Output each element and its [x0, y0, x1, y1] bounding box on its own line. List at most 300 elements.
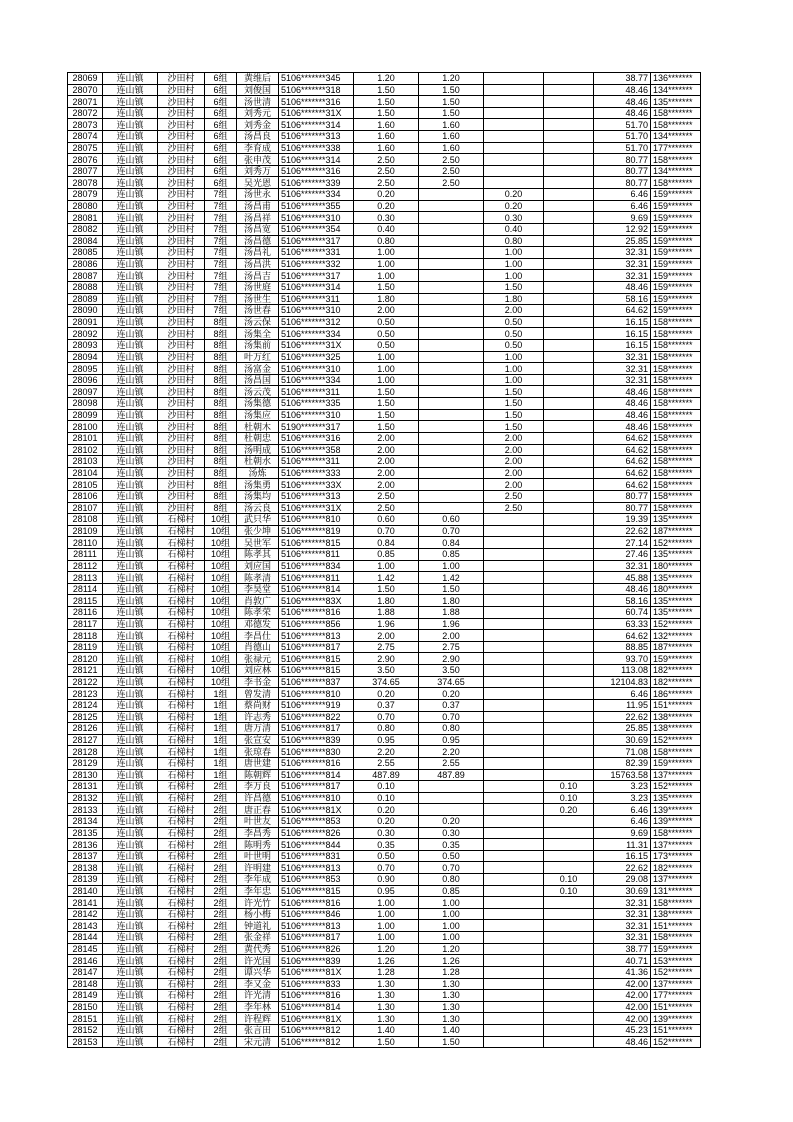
name-cell: 刘秀金 [237, 119, 279, 131]
phone-cell: 159******* [651, 270, 701, 282]
id-number-cell: 5106*******313 [279, 490, 354, 502]
area-col-c-cell [544, 316, 594, 328]
area-col-a-cell [419, 328, 484, 340]
village-cell: 沙田村 [158, 398, 205, 410]
table-row [68, 595, 701, 607]
group-cell: 10组 [205, 676, 237, 688]
village-cell: 石梯村 [158, 595, 205, 607]
town-cell: 连山镇 [103, 84, 158, 96]
town-cell: 连山镇 [103, 595, 158, 607]
phone-cell: 159******* [651, 757, 701, 769]
total-area-cell: 1.50 [354, 1036, 419, 1048]
amount-cell: 64.62 [594, 305, 651, 317]
id-number-cell: 5106*******817 [279, 723, 354, 735]
village-cell: 沙田村 [158, 142, 205, 154]
area-col-c-cell [544, 305, 594, 317]
amount-cell: 38.77 [594, 943, 651, 955]
area-col-b-cell [484, 955, 544, 967]
total-area-cell: 1.40 [354, 1024, 419, 1036]
table-row [68, 73, 701, 85]
amount-cell: 48.46 [594, 386, 651, 398]
name-cell: 钟道礼 [237, 920, 279, 932]
total-area-cell: 0.20 [354, 189, 419, 201]
id-number-cell: 5106*******81X [279, 1013, 354, 1025]
village-cell: 石梯村 [158, 560, 205, 572]
amount-cell: 64.62 [594, 432, 651, 444]
total-area-cell: 1.00 [354, 351, 419, 363]
table-row [68, 96, 701, 108]
table-row [68, 305, 701, 317]
total-area-cell: 374.65 [354, 676, 419, 688]
row-number: 28143 [68, 920, 103, 932]
village-cell: 石梯村 [158, 932, 205, 944]
village-cell: 沙田村 [158, 73, 205, 85]
amount-cell: 9.69 [594, 212, 651, 224]
name-cell: 吴世军 [237, 537, 279, 549]
group-cell: 8组 [205, 467, 237, 479]
row-number: 28137 [68, 850, 103, 862]
table-row [68, 258, 701, 270]
area-col-b-cell [484, 688, 544, 700]
id-number-cell: 5106*******311 [279, 293, 354, 305]
phone-cell: 158******* [651, 119, 701, 131]
total-area-cell: 1.00 [354, 363, 419, 375]
town-cell: 连山镇 [103, 792, 158, 804]
group-cell: 10组 [205, 653, 237, 665]
area-col-a-cell: 3.50 [419, 665, 484, 677]
total-area-cell: 0.20 [354, 688, 419, 700]
row-number: 28133 [68, 804, 103, 816]
table-row [68, 154, 701, 166]
area-col-a-cell: 1.88 [419, 607, 484, 619]
row-number: 28093 [68, 340, 103, 352]
table-row [68, 955, 701, 967]
phone-cell: 135******* [651, 607, 701, 619]
area-col-a-cell: 2.50 [419, 154, 484, 166]
town-cell: 连山镇 [103, 920, 158, 932]
area-col-a-cell: 1.28 [419, 966, 484, 978]
name-cell: 刘秀元 [237, 107, 279, 119]
area-col-c-cell [544, 328, 594, 340]
table-row [68, 223, 701, 235]
total-area-cell: 2.50 [354, 165, 419, 177]
town-cell: 连山镇 [103, 572, 158, 584]
phone-cell: 137******* [651, 874, 701, 886]
village-cell: 石梯村 [158, 583, 205, 595]
area-col-c-cell [544, 386, 594, 398]
town-cell: 连山镇 [103, 769, 158, 781]
area-col-c-cell [544, 409, 594, 421]
area-col-b-cell: 1.00 [484, 258, 544, 270]
area-col-c-cell [544, 421, 594, 433]
amount-cell: 48.46 [594, 96, 651, 108]
amount-cell: 80.77 [594, 154, 651, 166]
row-number: 28074 [68, 131, 103, 143]
phone-cell: 158******* [651, 932, 701, 944]
area-col-b-cell: 2.00 [484, 444, 544, 456]
area-col-a-cell [419, 421, 484, 433]
id-number-cell: 5106*******817 [279, 641, 354, 653]
area-col-b-cell: 0.80 [484, 235, 544, 247]
area-col-a-cell: 0.80 [419, 874, 484, 886]
id-number-cell: 5106*******310 [279, 363, 354, 375]
row-number: 28091 [68, 316, 103, 328]
area-col-b-cell [484, 607, 544, 619]
amount-cell: 22.62 [594, 862, 651, 874]
area-col-c-cell [544, 247, 594, 259]
area-col-b-cell [484, 177, 544, 189]
row-number: 28112 [68, 560, 103, 572]
phone-cell: 158******* [651, 409, 701, 421]
area-col-c-cell [544, 258, 594, 270]
row-number: 28089 [68, 293, 103, 305]
amount-cell: 58.16 [594, 293, 651, 305]
area-col-b-cell: 0.50 [484, 340, 544, 352]
name-cell: 张言田 [237, 1024, 279, 1036]
area-col-b-cell [484, 676, 544, 688]
town-cell: 连山镇 [103, 212, 158, 224]
town-cell: 连山镇 [103, 874, 158, 886]
name-cell: 叶万红 [237, 351, 279, 363]
area-col-a-cell [419, 235, 484, 247]
area-col-b-cell: 2.00 [484, 456, 544, 468]
area-col-c-cell [544, 572, 594, 584]
row-number: 28110 [68, 537, 103, 549]
row-number: 28135 [68, 827, 103, 839]
total-area-cell: 1.30 [354, 978, 419, 990]
area-col-a-cell [419, 305, 484, 317]
area-col-b-cell [484, 583, 544, 595]
name-cell: 唐世建 [237, 757, 279, 769]
town-cell: 连山镇 [103, 444, 158, 456]
area-col-a-cell [419, 398, 484, 410]
area-col-c-cell [544, 897, 594, 909]
town-cell: 连山镇 [103, 676, 158, 688]
phone-cell: 158******* [651, 456, 701, 468]
row-number: 28128 [68, 746, 103, 758]
area-col-a-cell: 1.60 [419, 119, 484, 131]
village-cell: 石梯村 [158, 688, 205, 700]
group-cell: 2组 [205, 978, 237, 990]
area-col-c-cell [544, 734, 594, 746]
total-area-cell: 0.50 [354, 316, 419, 328]
id-number-cell: 5106*******816 [279, 990, 354, 1002]
group-cell: 6组 [205, 165, 237, 177]
row-number: 28152 [68, 1024, 103, 1036]
area-col-c-cell [544, 154, 594, 166]
area-col-b-cell [484, 665, 544, 677]
village-cell: 石梯村 [158, 665, 205, 677]
area-col-a-cell: 0.95 [419, 734, 484, 746]
total-area-cell: 0.85 [354, 548, 419, 560]
phone-cell: 152******* [651, 537, 701, 549]
area-col-b-cell [484, 630, 544, 642]
area-col-a-cell: 2.50 [419, 165, 484, 177]
total-area-cell: 0.20 [354, 804, 419, 816]
village-cell: 石梯村 [158, 514, 205, 526]
name-cell: 唐万清 [237, 723, 279, 735]
area-col-a-cell [419, 200, 484, 212]
phone-cell: 152******* [651, 734, 701, 746]
group-cell: 7组 [205, 189, 237, 201]
total-area-cell: 1.30 [354, 1013, 419, 1025]
row-number: 28097 [68, 386, 103, 398]
row-number: 28115 [68, 595, 103, 607]
amount-cell: 12104.83 [594, 676, 651, 688]
name-cell: 汤集前 [237, 340, 279, 352]
village-cell: 沙田村 [158, 316, 205, 328]
group-cell: 8组 [205, 456, 237, 468]
amount-cell: 93.70 [594, 653, 651, 665]
amount-cell: 6.46 [594, 816, 651, 828]
id-number-cell: 5106*******339 [279, 177, 354, 189]
total-area-cell: 1.50 [354, 398, 419, 410]
id-number-cell: 5106*******816 [279, 897, 354, 909]
total-area-cell: 1.00 [354, 374, 419, 386]
village-cell: 沙田村 [158, 177, 205, 189]
phone-cell: 137******* [651, 978, 701, 990]
total-area-cell: 1.96 [354, 618, 419, 630]
area-col-b-cell: 1.00 [484, 374, 544, 386]
area-col-a-cell: 0.35 [419, 839, 484, 851]
row-number: 28138 [68, 862, 103, 874]
name-cell: 刘应国 [237, 560, 279, 572]
area-col-a-cell: 1.96 [419, 618, 484, 630]
name-cell: 汤炼 [237, 467, 279, 479]
row-number: 28145 [68, 943, 103, 955]
town-cell: 连山镇 [103, 1024, 158, 1036]
amount-cell: 32.31 [594, 363, 651, 375]
town-cell: 连山镇 [103, 200, 158, 212]
town-cell: 连山镇 [103, 607, 158, 619]
village-cell: 石梯村 [158, 978, 205, 990]
area-col-c-cell [544, 665, 594, 677]
table-row [68, 293, 701, 305]
area-col-c-cell [544, 107, 594, 119]
phone-cell: 159******* [651, 200, 701, 212]
table-row [68, 850, 701, 862]
area-col-b-cell [484, 897, 544, 909]
id-number-cell: 5106*******839 [279, 955, 354, 967]
town-cell: 连山镇 [103, 73, 158, 85]
group-cell: 8组 [205, 316, 237, 328]
row-number: 28119 [68, 641, 103, 653]
amount-cell: 51.70 [594, 131, 651, 143]
id-number-cell: 5106*******316 [279, 165, 354, 177]
row-number: 28122 [68, 676, 103, 688]
total-area-cell: 0.37 [354, 699, 419, 711]
amount-cell: 80.77 [594, 490, 651, 502]
phone-cell: 159******* [651, 189, 701, 201]
area-col-b-cell: 0.20 [484, 200, 544, 212]
area-col-c-cell [544, 711, 594, 723]
area-col-c-cell [544, 978, 594, 990]
total-area-cell: 2.00 [354, 432, 419, 444]
amount-cell: 30.69 [594, 734, 651, 746]
town-cell: 连山镇 [103, 96, 158, 108]
row-number: 28141 [68, 897, 103, 909]
id-number-cell: 5106*******816 [279, 757, 354, 769]
phone-cell: 158******* [651, 328, 701, 340]
amount-cell: 48.46 [594, 421, 651, 433]
total-area-cell: 0.60 [354, 514, 419, 526]
id-number-cell: 5106*******333 [279, 467, 354, 479]
town-cell: 连山镇 [103, 305, 158, 317]
table-row [68, 525, 701, 537]
amount-cell: 48.46 [594, 84, 651, 96]
phone-cell: 151******* [651, 699, 701, 711]
area-col-b-cell [484, 548, 544, 560]
group-cell: 2组 [205, 874, 237, 886]
row-number: 28094 [68, 351, 103, 363]
village-cell: 沙田村 [158, 165, 205, 177]
table-row [68, 920, 701, 932]
group-cell: 10组 [205, 560, 237, 572]
amount-cell: 42.00 [594, 978, 651, 990]
table-row [68, 177, 701, 189]
name-cell: 陈朝辉 [237, 769, 279, 781]
id-number-cell: 5106*******833 [279, 978, 354, 990]
table-row [68, 432, 701, 444]
area-col-c-cell [544, 293, 594, 305]
row-number: 28149 [68, 990, 103, 1002]
row-number: 28092 [68, 328, 103, 340]
table-row [68, 340, 701, 352]
name-cell: 武只华 [237, 514, 279, 526]
phone-cell: 131******* [651, 885, 701, 897]
area-col-c-cell [544, 943, 594, 955]
group-cell: 8组 [205, 363, 237, 375]
row-number: 28114 [68, 583, 103, 595]
table-row [68, 421, 701, 433]
area-col-b-cell: 1.80 [484, 293, 544, 305]
area-col-b-cell: 0.20 [484, 189, 544, 201]
group-cell: 10组 [205, 514, 237, 526]
area-col-c-cell [544, 1013, 594, 1025]
town-cell: 连山镇 [103, 525, 158, 537]
id-number-cell: 5106*******311 [279, 456, 354, 468]
table-row [68, 630, 701, 642]
total-area-cell: 2.00 [354, 305, 419, 317]
area-col-a-cell: 487.89 [419, 769, 484, 781]
total-area-cell: 1.80 [354, 595, 419, 607]
amount-cell: 32.31 [594, 897, 651, 909]
row-number: 28150 [68, 1001, 103, 1013]
row-number: 28069 [68, 73, 103, 85]
total-area-cell: 1.30 [354, 990, 419, 1002]
phone-cell: 159******* [651, 223, 701, 235]
row-number: 28096 [68, 374, 103, 386]
area-col-c-cell [544, 688, 594, 700]
village-cell: 沙田村 [158, 467, 205, 479]
village-cell: 沙田村 [158, 386, 205, 398]
amount-cell: 29.08 [594, 874, 651, 886]
table-row [68, 386, 701, 398]
group-cell: 6组 [205, 119, 237, 131]
area-col-a-cell: 0.30 [419, 827, 484, 839]
group-cell: 1组 [205, 723, 237, 735]
phone-cell: 152******* [651, 618, 701, 630]
amount-cell: 16.15 [594, 340, 651, 352]
amount-cell: 64.62 [594, 456, 651, 468]
area-col-b-cell [484, 850, 544, 862]
row-number: 28073 [68, 119, 103, 131]
id-number-cell: 5106*******814 [279, 583, 354, 595]
id-number-cell: 5106*******811 [279, 572, 354, 584]
area-col-a-cell [419, 374, 484, 386]
area-col-b-cell: 1.00 [484, 351, 544, 363]
village-cell: 石梯村 [158, 572, 205, 584]
total-area-cell: 2.50 [354, 490, 419, 502]
phone-cell: 158******* [651, 432, 701, 444]
amount-cell: 48.46 [594, 281, 651, 293]
village-cell: 沙田村 [158, 235, 205, 247]
id-number-cell: 5106*******817 [279, 781, 354, 793]
area-col-c-cell [544, 595, 594, 607]
row-number: 28095 [68, 363, 103, 375]
total-area-cell: 1.00 [354, 932, 419, 944]
area-col-a-cell [419, 351, 484, 363]
id-number-cell: 5106*******826 [279, 827, 354, 839]
area-col-c-cell [544, 467, 594, 479]
area-col-b-cell [484, 154, 544, 166]
row-number: 28118 [68, 630, 103, 642]
area-col-a-cell [419, 490, 484, 502]
amount-cell: 25.85 [594, 235, 651, 247]
group-cell: 2组 [205, 792, 237, 804]
area-col-a-cell: 0.70 [419, 525, 484, 537]
row-number: 28078 [68, 177, 103, 189]
village-cell: 石梯村 [158, 618, 205, 630]
area-col-a-cell: 1.60 [419, 131, 484, 143]
amount-cell: 6.46 [594, 804, 651, 816]
area-col-a-cell: 1.00 [419, 920, 484, 932]
name-cell: 汤云良 [237, 502, 279, 514]
amount-cell: 25.85 [594, 723, 651, 735]
group-cell: 6组 [205, 154, 237, 166]
village-cell: 沙田村 [158, 223, 205, 235]
area-col-b-cell [484, 943, 544, 955]
area-col-a-cell: 1.60 [419, 142, 484, 154]
total-area-cell: 1.50 [354, 583, 419, 595]
group-cell: 6组 [205, 177, 237, 189]
area-col-a-cell: 0.20 [419, 688, 484, 700]
phone-cell: 180******* [651, 560, 701, 572]
phone-cell: 139******* [651, 816, 701, 828]
town-cell: 连山镇 [103, 548, 158, 560]
area-col-b-cell [484, 816, 544, 828]
area-col-b-cell [484, 525, 544, 537]
area-col-c-cell [544, 932, 594, 944]
table-row [68, 200, 701, 212]
village-cell: 沙田村 [158, 502, 205, 514]
amount-cell: 3.23 [594, 781, 651, 793]
id-number-cell: 5106*******331 [279, 247, 354, 259]
total-area-cell: 1.50 [354, 386, 419, 398]
id-number-cell: 5106*******853 [279, 816, 354, 828]
area-col-c-cell [544, 456, 594, 468]
total-area-cell: 3.50 [354, 665, 419, 677]
table-row [68, 746, 701, 758]
total-area-cell: 0.95 [354, 885, 419, 897]
row-number: 28126 [68, 723, 103, 735]
name-cell: 汤集均 [237, 490, 279, 502]
area-col-b-cell: 2.00 [484, 467, 544, 479]
phone-cell: 135******* [651, 96, 701, 108]
area-col-c-cell [544, 200, 594, 212]
area-col-c-cell: 0.10 [544, 874, 594, 886]
area-col-b-cell [484, 165, 544, 177]
